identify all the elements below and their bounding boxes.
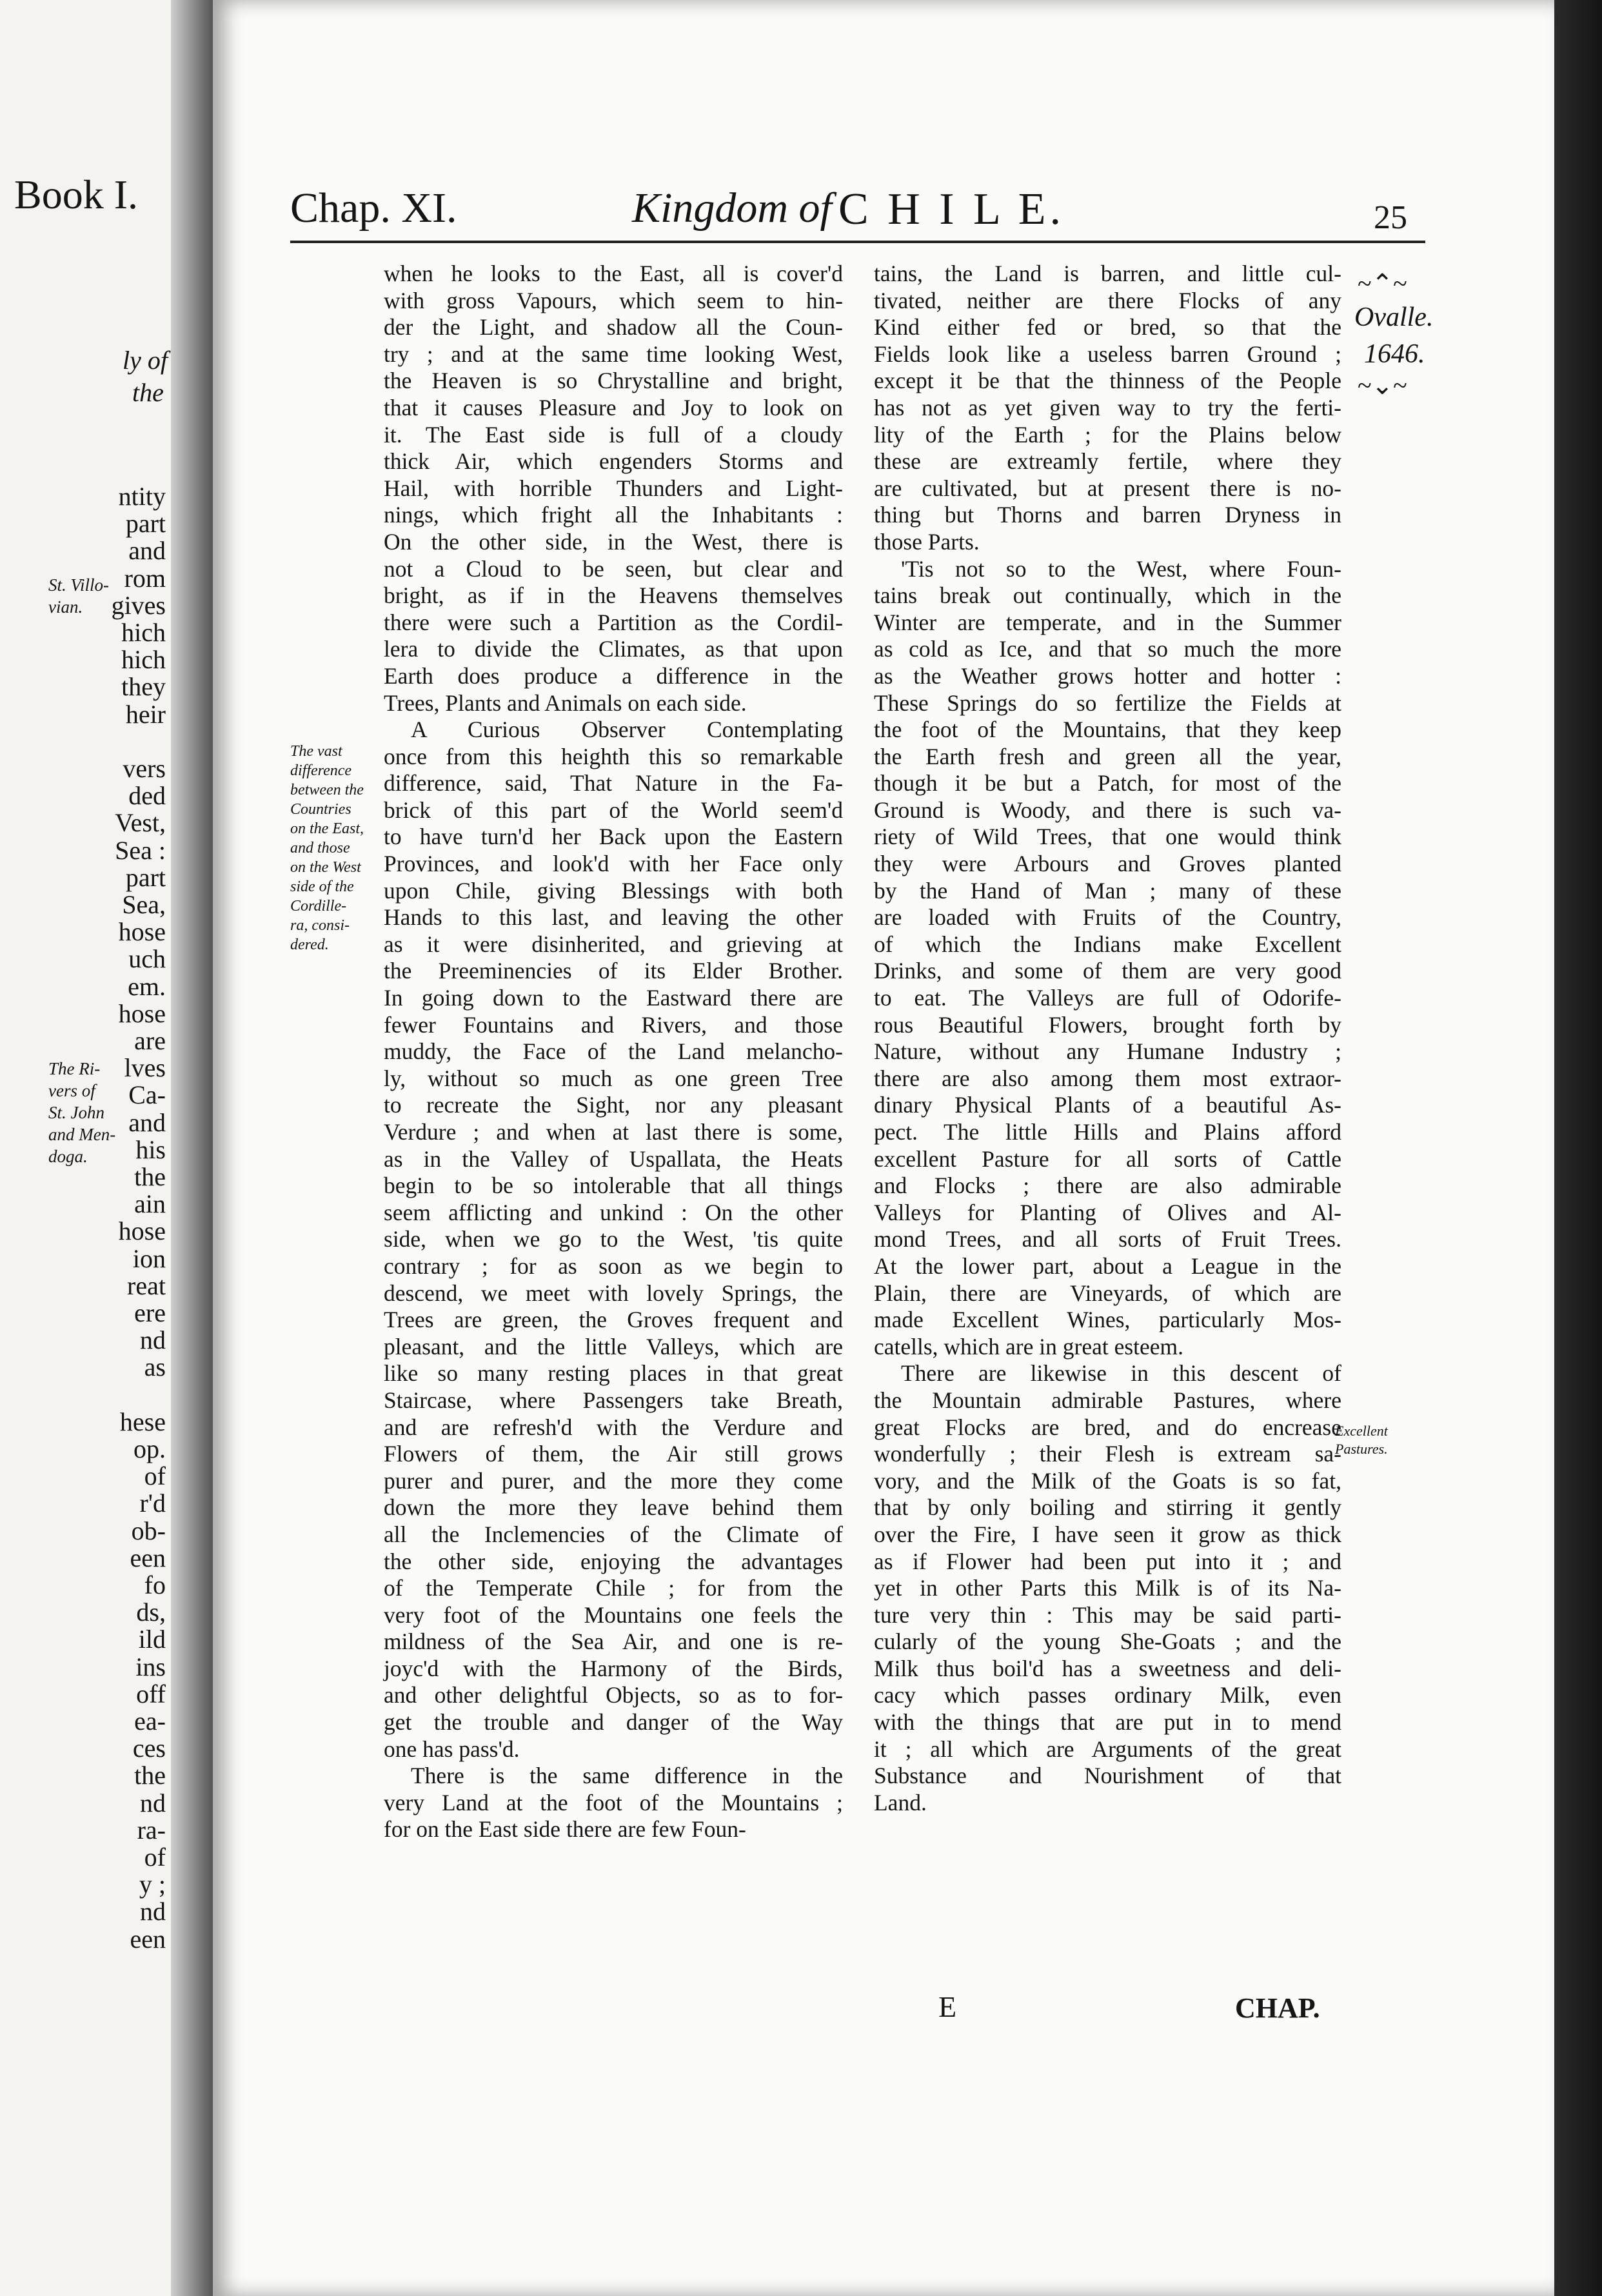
text-line: try ; and at the same time looking West,: [384, 341, 843, 367]
text-line: tivated, neither are there Flocks of any: [874, 287, 1341, 313]
text-line: catells, which are in great esteem.: [874, 1333, 1184, 1360]
flourish-top-icon: ~⌃~: [1358, 269, 1407, 298]
left-line-end: fo: [144, 1570, 166, 1599]
margin-year: 1646.: [1364, 339, 1425, 369]
text-line: cacy which passes ordinary Milk, even: [874, 1682, 1341, 1708]
left-line-end: r'd: [139, 1489, 166, 1518]
left-line-end: ded: [128, 781, 166, 811]
text-line: very foot of the Mountains one feels the: [384, 1601, 843, 1628]
text-line: not a Cloud to be seen, but clear and: [384, 555, 843, 582]
text-line: of which the Indians make Excellent: [874, 931, 1341, 957]
text-line: pleasant, and the little Valleys, which are: [384, 1333, 843, 1360]
text-line: Substance and Nourishment of that: [874, 1763, 1341, 1789]
text-line: these are extreamly fertile, where they: [874, 448, 1341, 475]
text-line: mond Trees, and all sorts of Fruit Trees.: [874, 1226, 1341, 1252]
text-line: all the Inclemencies of the Climate of: [384, 1521, 843, 1547]
text-line: tains break out continually, which in the: [874, 582, 1341, 609]
left-line-end: reat: [127, 1271, 166, 1300]
left-line-end: y ;: [139, 1870, 166, 1899]
left-line-end: part: [125, 509, 166, 539]
text-line: Hail, with horrible Thunders and Light-: [384, 475, 843, 501]
left-line-end: off: [136, 1679, 166, 1708]
margin-note-pastures: Excellent Pastures.: [1335, 1423, 1388, 1457]
text-line: Staircase, where Passengers take Breath,: [384, 1387, 843, 1413]
running-title-caps: C H I L E.: [838, 184, 1065, 234]
text-line: joyc'd with the Harmony of the Birds,: [384, 1655, 843, 1681]
left-line-end: lves: [124, 1053, 166, 1083]
left-line-end: the: [134, 1162, 166, 1191]
text-line: pect. The little Hills and Plains afford: [874, 1119, 1341, 1145]
text-line: rous Beautiful Flowers, brought forth by: [874, 1011, 1341, 1038]
text-line: except it be that the thinness of the People: [874, 368, 1341, 394]
text-line: lity of the Earth ; for the Plains below: [874, 421, 1341, 448]
text-line: Fields look like a useless barren Ground ;: [874, 341, 1341, 367]
text-line: muddy, the Face of the Land melancho-: [384, 1038, 843, 1065]
text-line: one has pass'd.: [384, 1736, 520, 1762]
text-line: they were Arbours and Groves planted: [874, 851, 1341, 877]
left-line-end: of: [144, 1843, 166, 1872]
text-line: Milk thus boil'd has a sweetness and deli-: [874, 1655, 1341, 1681]
text-line: thing but Thorns and barren Dryness in: [874, 502, 1341, 528]
catchword: CHAP.: [1235, 1992, 1320, 2024]
left-line-end: as: [144, 1352, 166, 1382]
left-line-end: are: [134, 1026, 166, 1055]
text-line: excellent Pasture for all sorts of Cattle: [874, 1145, 1341, 1172]
text-line: and Flocks ; there are also admirable: [874, 1173, 1341, 1199]
text-line: the other side, enjoying the advantages: [384, 1548, 843, 1574]
text-line: These Springs do so fertilize the Fields at: [874, 689, 1341, 716]
left-line-end: uch: [128, 944, 166, 974]
left-running-head: Book I.: [14, 172, 138, 217]
text-line: Valleys for Planting of Olives and Al-: [874, 1199, 1341, 1225]
text-line: Verdure ; and when at last there is some,: [384, 1119, 843, 1145]
left-line-end: ntity: [118, 482, 166, 511]
text-line: bright, as if in the Heavens themselves: [384, 582, 843, 609]
text-line: it. The East side is full of a cloudy: [384, 421, 843, 448]
text-line: to eat. The Valleys are full of Odorife-: [874, 985, 1341, 1011]
text-column-left: [384, 261, 843, 1843]
left-line-end: nd: [140, 1325, 166, 1355]
text-line: nings, which fright all the Inhabitants :: [384, 502, 843, 528]
text-line: the Heaven is so Chrystalline and bright,: [384, 368, 843, 394]
text-line: as if Flower had been put into it ; and: [874, 1548, 1341, 1574]
margin-author: Ovalle.: [1354, 302, 1434, 332]
text-line: as it were disinherited, and grieving at: [384, 931, 843, 957]
left-line-end: rom: [124, 563, 166, 593]
text-line: with gross Vapours, which seem to hin-: [384, 287, 843, 313]
left-line-end: een: [130, 1924, 166, 1954]
text-line: and other delightful Objects, so as to for-: [384, 1682, 843, 1708]
text-line: Land.: [874, 1789, 927, 1816]
text-line: the Mountain admirable Pastures, where: [874, 1387, 1341, 1413]
text-line: it ; all which are Arguments of the great: [874, 1736, 1341, 1762]
left-line-end: hich: [121, 645, 166, 675]
text-line: wonderfully ; their Flesh is extream sa-: [874, 1441, 1341, 1467]
text-line: Nature, without any Humane Industry ;: [874, 1038, 1341, 1065]
left-line-end: part: [125, 862, 166, 892]
text-line: purer and purer, and the more they come: [384, 1467, 843, 1494]
text-column-right: [874, 261, 1341, 1816]
text-line: made Excellent Wines, particularly Mos-: [874, 1307, 1341, 1333]
left-line-end: Sea,: [122, 890, 166, 919]
text-line: begin to be so intolerable that all things: [384, 1173, 843, 1199]
text-line: In going down to the Eastward there are: [384, 985, 843, 1011]
left-line-end: ain: [134, 1189, 166, 1219]
text-line: side, when we go to the West, 'tis quite: [384, 1226, 843, 1252]
text-line: Drinks, and some of them are very good: [874, 958, 1341, 984]
text-line: over the Fire, I have seen it grow as thick: [874, 1521, 1341, 1547]
text-line: that by only boiling and stirring it gently: [874, 1494, 1341, 1521]
text-line: has not as yet given way to try the ferti-: [874, 394, 1341, 421]
text-line: the Earth fresh and green all the year,: [874, 743, 1341, 769]
left-line-end: of: [144, 1461, 166, 1491]
text-line: At the lower part, about a League in the: [874, 1252, 1341, 1279]
text-line: once from this heighth this so remarkable: [384, 743, 843, 769]
text-line: contrary ; for as soon as we begin to: [384, 1252, 843, 1279]
text-line: On the other side, in the West, there is: [384, 528, 843, 555]
left-line-end: hose: [118, 1216, 166, 1246]
text-line: the foot of the Mountains, that they keep: [874, 717, 1341, 743]
text-line: Earth does produce a difference in the: [384, 662, 843, 689]
text-line: Plain, there are Vineyards, of which are: [874, 1280, 1341, 1306]
text-line: lera to divide the Climates, as that upon: [384, 636, 843, 662]
text-line: There is the same difference in the: [411, 1763, 843, 1789]
left-margin-note-villovian: St. Villo- vian.: [48, 575, 109, 617]
left-line-end: een: [130, 1543, 166, 1572]
left-line-end: ra-: [137, 1815, 166, 1845]
left-line-end: hich: [121, 618, 166, 647]
text-line: when he looks to the East, all is cover'd: [384, 261, 843, 286]
left-line-end: the: [134, 1761, 166, 1790]
left-line-end: Ca-: [128, 1080, 166, 1110]
text-line: great Flocks are bred, and do encrease: [874, 1414, 1341, 1440]
left-line-end: his: [135, 1134, 166, 1164]
text-line: Trees are green, the Groves frequent and: [384, 1307, 843, 1333]
left-line-end: nd: [140, 1788, 166, 1817]
text-line: cularly of the young She-Goats ; and the: [874, 1628, 1341, 1655]
left-line-end: heir: [125, 699, 166, 729]
left-line-end: hose: [118, 998, 166, 1028]
text-line: difference, said, That Nature in the Fa-: [384, 770, 843, 797]
text-line: A Curious Observer Contemplating: [411, 717, 843, 743]
text-line: by the Hand of Man ; many of these: [874, 877, 1341, 904]
text-line: der the Light, and shadow all the Coun-: [384, 314, 843, 341]
text-line: yet in other Parts this Milk is of its Na-: [874, 1575, 1341, 1601]
text-line: very Land at the foot of the Mountains ;: [384, 1789, 843, 1816]
left-line-end: they: [121, 672, 166, 702]
left-line-end: ins: [135, 1652, 166, 1681]
left-line-end: ild: [138, 1625, 166, 1654]
text-line: there are also among them most extraor-: [874, 1065, 1341, 1091]
text-line: tains, the Land is barren, and little cul-: [874, 261, 1341, 286]
signature-mark: E: [938, 1990, 957, 2023]
left-line-end: ces: [132, 1734, 166, 1763]
page-edge-shadow: [1554, 0, 1602, 2296]
left-line-end: vers: [123, 754, 166, 783]
text-line: are loaded with Fruits of the Country,: [874, 904, 1341, 931]
left-line-end: ob-: [131, 1516, 166, 1545]
left-line-end: ion: [132, 1243, 166, 1273]
text-line: mildness of the Sea Air, and one is re-: [384, 1628, 843, 1655]
left-line-end: hose: [118, 917, 166, 947]
text-line: upon Chile, giving Blessings with both: [384, 877, 843, 904]
text-line: as cold as Ice, and that so much the more: [874, 636, 1341, 662]
text-line: Kind either fed or bred, so that the: [874, 314, 1341, 341]
text-line: vory, and the Milk of the Goats is so fat,: [874, 1467, 1341, 1494]
text-line: get the trouble and danger of the Way: [384, 1709, 843, 1736]
text-line: riety of Wild Trees, that one would think: [874, 824, 1341, 850]
text-line: Hands to this last, and leaving the other: [384, 904, 843, 931]
left-line-end: ds,: [136, 1598, 166, 1627]
text-line: Ground is Woody, and there is such va-: [874, 797, 1341, 823]
text-line: Flowers of them, the Air still grows: [384, 1441, 843, 1467]
left-line-end: ea-: [134, 1707, 166, 1736]
text-line: though it be but a Patch, for most of the: [874, 770, 1341, 797]
flourish-bottom-icon: ~⌄~: [1358, 371, 1407, 400]
left-line-end: em.: [128, 971, 166, 1001]
text-line: to recreate the Sight, nor any pleasant: [384, 1092, 843, 1118]
text-line: dinary Physical Plants of a beautiful As-: [874, 1092, 1341, 1118]
text-line: thick Air, which engenders Storms and: [384, 448, 843, 475]
text-line: fewer Fountains and Rivers, and those: [384, 1011, 843, 1038]
left-line-end: gives: [111, 590, 166, 620]
text-line: with the things that are put in to mend: [874, 1709, 1341, 1736]
left-line-end: ere: [134, 1298, 166, 1327]
text-line: as in the Valley of Uspallata, the Heats: [384, 1145, 843, 1172]
text-line: Winter are temperate, and in the Summer: [874, 609, 1341, 635]
text-line: there were such a Partition as the Cordil-: [384, 609, 843, 635]
text-line: and are refresh'd with the Verdure and: [384, 1414, 843, 1440]
text-line: Trees, Plants and Animals on each side.: [384, 689, 747, 716]
left-line-end: nd: [140, 1897, 166, 1926]
text-line: ture very thin : This may be said parti-: [874, 1601, 1341, 1628]
text-line: those Parts.: [874, 528, 980, 555]
left-line-end: op.: [134, 1434, 166, 1463]
chapter-heading: Chap. XI.: [290, 184, 457, 232]
text-line: that it causes Pleasure and Joy to look on: [384, 394, 843, 421]
text-line: the Preeminencies of its Elder Brother.: [384, 958, 843, 984]
text-line: There are likewise in this descent of: [901, 1360, 1341, 1387]
text-line: like so many resting places in that great: [384, 1360, 843, 1387]
running-title-italic: Kingdom of: [632, 184, 832, 232]
margin-note-vast-difference: The vast difference between the Countries on the East, and those on the West side of the Cordille- ra, consi- dered.: [290, 743, 364, 953]
text-line: 'Tis not so to the West, where Foun-: [901, 555, 1341, 582]
left-margin-note-rivers: The Ri- vers of St. John and Men- doga.: [48, 1059, 116, 1166]
text-line: are cultivated, but at present there is no-: [874, 475, 1341, 501]
page-number: 25: [1374, 199, 1407, 236]
left-line-end: Sea :: [115, 835, 166, 865]
text-line: down the more they leave behind them: [384, 1494, 843, 1521]
previous-page-fragment: [0, 0, 171, 2296]
text-line: ly, without so much as one green Tree: [384, 1065, 843, 1091]
left-italic-fragment: ly of: [123, 346, 168, 375]
text-line: to have turn'd her Back upon the Eastern: [384, 824, 843, 850]
text-line: brick of this part of the World seem'd: [384, 797, 843, 823]
left-line-end: Vest,: [115, 808, 166, 838]
left-line-end: hese: [119, 1407, 166, 1436]
text-line: for on the East side there are few Foun-: [384, 1816, 746, 1843]
text-line: of the Temperate Chile ; for from the: [384, 1575, 843, 1601]
left-line-end: and: [128, 536, 166, 566]
header-rule: [290, 241, 1425, 243]
left-line-end: and: [128, 1107, 166, 1137]
text-line: seem afflicting and unkind : On the other: [384, 1199, 843, 1225]
left-italic-fragment: the: [132, 378, 164, 407]
text-line: Provinces, and look'd with her Face only: [384, 851, 843, 877]
text-line: descend, we meet with lovely Springs, the: [384, 1280, 843, 1306]
text-line: as the Weather grows hotter and hotter :: [874, 662, 1341, 689]
